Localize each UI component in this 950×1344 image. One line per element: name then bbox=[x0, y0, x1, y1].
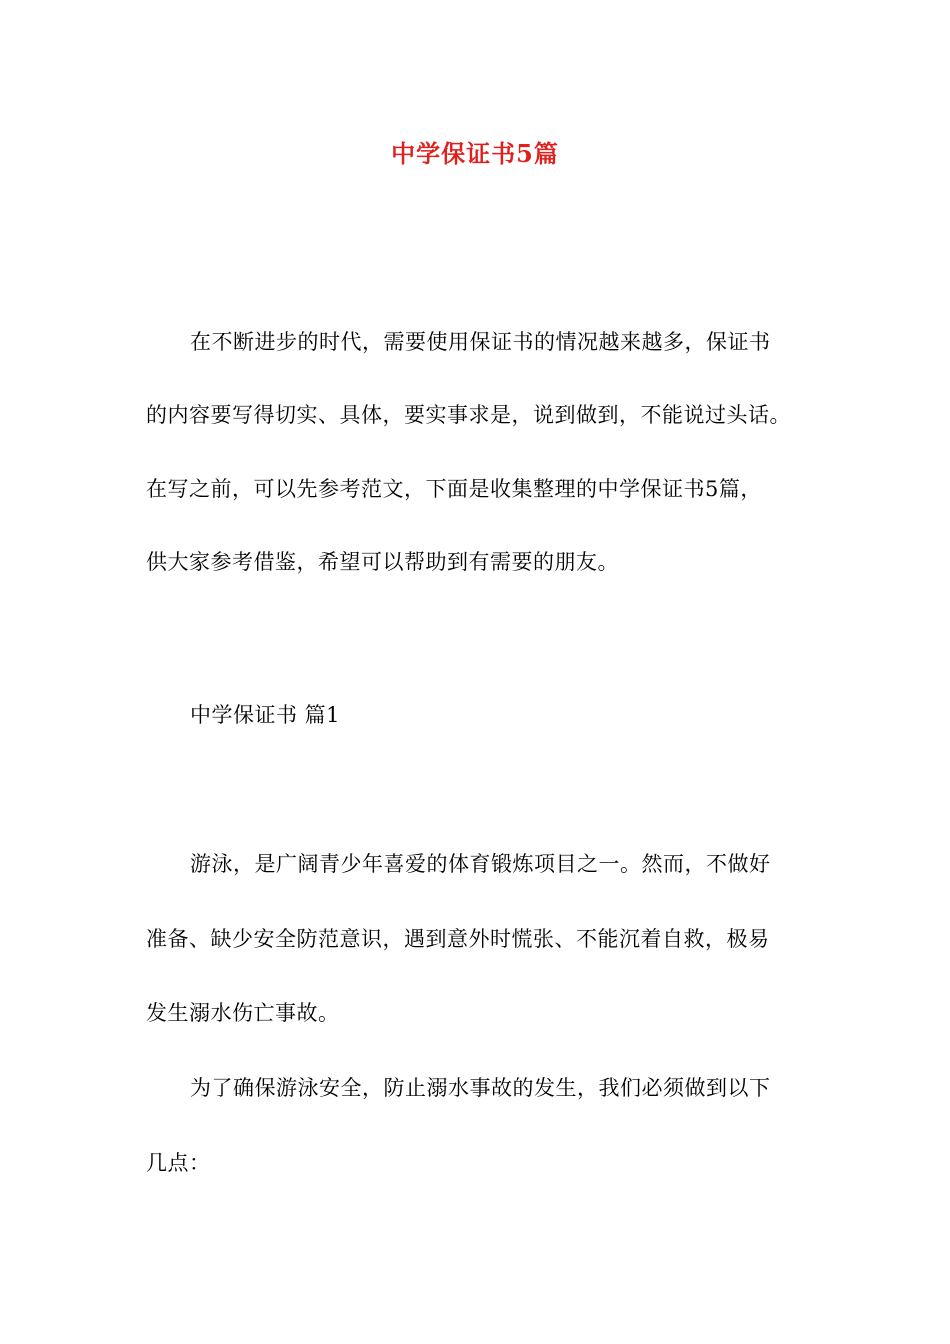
document-title: 中学保证书5篇 bbox=[391, 139, 559, 168]
intro-line-4: 供大家参考借鉴，希望可以帮助到有需要的朋友。 bbox=[146, 550, 619, 574]
intro-line-1: 在不断进步的时代，需要使用保证书的情况越来越多，保证书 bbox=[190, 330, 771, 354]
paragraph1-line-2: 准备、缺少安全防范意识，遇到意外时慌张、不能沉着自救，极易 bbox=[146, 927, 770, 951]
paragraph1-line-1: 游泳，是广阔青少年喜爱的体育锻炼项目之一。然而，不做好 bbox=[190, 852, 771, 876]
section-heading: 中学保证书 篇1 bbox=[190, 703, 341, 727]
paragraph2-line-1: 为了确保游泳安全，防止溺水事故的发生，我们必须做到以下 bbox=[190, 1076, 771, 1100]
paragraph2-line-2: 几点： bbox=[146, 1151, 211, 1175]
paragraph1-line-3: 发生溺水伤亡事故。 bbox=[146, 1001, 340, 1025]
intro-line-3: 在写之前，可以先参考范文，下面是收集整理的中学保证书5篇， bbox=[146, 477, 762, 501]
intro-line-2: 的内容要写得切实、具体，要实事求是，说到做到，不能说过头话。 bbox=[146, 403, 791, 427]
